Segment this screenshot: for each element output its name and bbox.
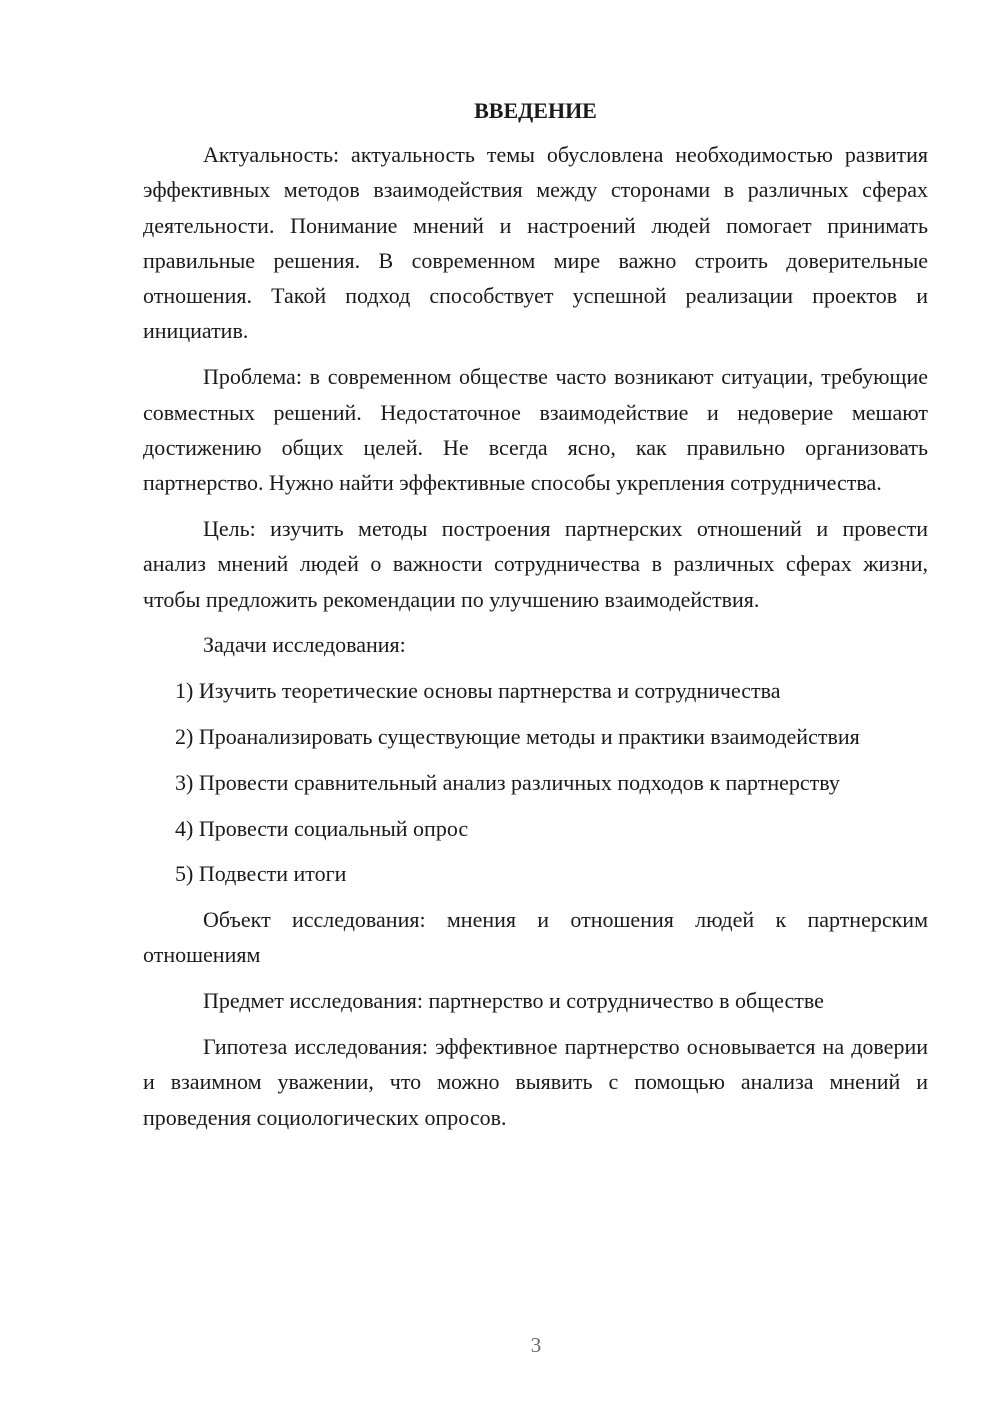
task-item-2: 2) Проанализировать существующие методы и практики взаимодействия: [175, 723, 860, 749]
paragraph-hypothesis: Гипотеза исследования: эффективное партнерство основывается на доверии и взаимном уважении, что можно выявить с помощью анализа мнений и проведения социологических опросов.: [143, 1034, 928, 1130]
paragraph-relevance: Актуальность: актуальность темы обусловлена необходимостью развития эффективных методов взаимодействия между сторонами в различных сферах деятельности. Понимание мнений и настроений людей помогает принимать правильные решения. В современном мире важно строить доверительные отношения. Такой подход способствует успешной реализации проектов и инициатив.: [143, 142, 928, 344]
document-page: [143, 93, 928, 1145]
tasks-heading: Задачи исследования:: [203, 632, 406, 658]
paragraph-problem: Проблема: в современном обществе часто возникают ситуации, требующие совместных решений. Недостаточное взаимодействие и недоверие мешают достижению общих целей. Не всегда ясно, как правильно организовать партнерство. Нужно найти эффективные способы укрепления сотрудничества.: [143, 364, 928, 496]
paragraph-object: Объект исследования: мнения и отношения людей к партнерским отношениям: [143, 907, 928, 968]
paragraph-subject: Предмет исследования: партнерство и сотрудничество в обществе: [203, 988, 824, 1014]
page-title: ВВЕДЕНИЕ: [474, 98, 597, 123]
task-item-1: 1) Изучить теоретические основы партнерства и сотрудничества: [175, 678, 781, 704]
page-number: 3: [530, 1333, 542, 1357]
paragraph-goal: Цель: изучить методы построения партнерских отношений и провести анализ мнений людей о важности сотрудничества в различных сферах жизни, чтобы предложить рекомендации по улучшению взаимодействия.: [143, 515, 928, 612]
task-item-4: 4) Провести социальный опрос: [175, 815, 469, 841]
task-item-3: 3) Провести сравнительный анализ различных подходов к партнерству: [175, 769, 840, 795]
task-item-5: 5) Подвести итоги: [175, 861, 347, 887]
